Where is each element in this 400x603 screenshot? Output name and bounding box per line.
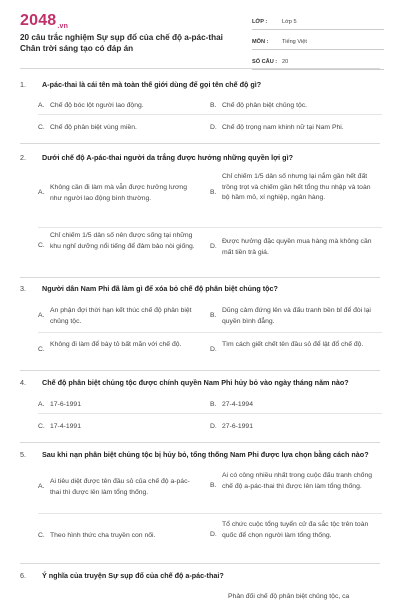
question-title	[20, 571, 382, 580]
question-number: 4.	[20, 378, 26, 387]
option-d[interactable]	[210, 123, 380, 134]
option-c[interactable]	[38, 123, 198, 134]
option-letter: D.	[210, 346, 217, 353]
question-title	[20, 378, 382, 387]
meta-row-subject	[252, 34, 384, 50]
question-title	[20, 450, 382, 459]
option-letter: C.	[38, 242, 45, 249]
meta-label: SỐ CÂU :	[252, 58, 278, 65]
site-logo[interactable]	[20, 12, 68, 30]
option-text: 27-6-1991	[222, 423, 253, 430]
question-4	[20, 378, 382, 440]
option-d[interactable]	[210, 422, 370, 433]
option-text: Được hưởng đặc quyền mua hàng mà không cần mất tiền trả giá.	[222, 238, 372, 256]
option-c[interactable]	[38, 231, 208, 252]
logo-text: 2048	[20, 12, 57, 29]
header-divider	[20, 68, 380, 69]
question-text: Sau khi nạn phân biệt chủng tộc bị hủy bỏ, tổng thống Nam Phi được lựa chọn bằng cách nào?	[42, 450, 369, 459]
option-d[interactable]	[210, 520, 382, 541]
question-text: Chế độ phân biệt chủng tộc được chính quyền Nam Phi hủy bỏ vào ngày tháng năm nào?	[42, 378, 349, 387]
option-text: Dũng cảm đứng lên và đấu tranh bền bỉ để đòi lại quyền bình đẳng.	[222, 307, 371, 325]
page-header	[0, 0, 400, 68]
option-letter: B.	[210, 401, 217, 408]
question-6	[20, 571, 382, 600]
option-divider	[38, 413, 382, 414]
option-a[interactable]	[38, 400, 198, 411]
option-b[interactable]	[210, 306, 382, 327]
option-letter: D.	[210, 243, 217, 250]
option-letter: B.	[210, 312, 217, 319]
option-letter: A.	[38, 312, 45, 319]
question-number: 5.	[20, 450, 26, 459]
question-divider	[20, 277, 380, 278]
option-text: Không cần đi làm mà vẫn được hưởng lương như người lao động bình thường.	[50, 184, 187, 202]
meta-value: Lớp 5	[282, 18, 297, 25]
option-text: Theo hình thức cha truyền con nối.	[50, 532, 156, 539]
option-text: Tìm cách giết chết tên đầu sỏ để lật đổ chế độ.	[222, 341, 364, 348]
option-text: Chế độ trọng nam khinh nữ tại Nam Phi.	[222, 124, 344, 131]
question-1	[20, 80, 382, 140]
logo-suffix: .vn	[57, 23, 69, 30]
question-number: 3.	[20, 284, 26, 293]
question-divider	[20, 143, 380, 144]
option-letter: C.	[38, 532, 45, 539]
question-text: Người dân Nam Phi đã làm gì để xóa bỏ chế độ phân biệt chủng tộc?	[42, 284, 278, 293]
option-text: Ai tiêu diệt được tên đầu sỏ của chế độ a-pác-thai thì được lên làm tổng thống.	[50, 478, 190, 496]
option-letter: B.	[210, 102, 217, 109]
option-letter: A.	[38, 189, 45, 196]
option-b[interactable]	[210, 400, 370, 411]
option-letter: B.	[210, 189, 217, 196]
option-c[interactable]	[38, 422, 198, 433]
option-letter: C.	[38, 124, 45, 131]
question-title	[20, 284, 382, 293]
option-b[interactable]	[210, 172, 382, 204]
option-text: Phản đối chế độ phân biệt chủng tộc, ca	[228, 593, 350, 600]
option-letter: D.	[210, 423, 217, 430]
meta-row-class	[252, 14, 384, 30]
option-text: 17-4-1991	[50, 423, 81, 430]
meta-info	[252, 14, 384, 74]
option-text: Chế độ phân biệt vùng miền.	[50, 124, 137, 131]
option-text: Chỉ chiếm 1/5 dân số nên được sống tại những khu nghỉ dưỡng nổi tiếng để đảm bảo nòi giống.	[50, 232, 195, 250]
question-5	[20, 450, 382, 560]
option-letter: A.	[38, 401, 45, 408]
question-divider	[20, 370, 380, 371]
question-2	[20, 153, 382, 278]
question-number: 6.	[20, 571, 26, 580]
question-title	[20, 153, 382, 162]
option-a[interactable]	[38, 101, 198, 112]
option-a[interactable]	[38, 477, 208, 498]
option-divider	[38, 114, 382, 115]
meta-label: LỚP :	[252, 18, 268, 25]
option-letter: A.	[38, 102, 45, 109]
option-divider	[38, 227, 382, 228]
option-text: 27-4-1994	[222, 401, 253, 408]
option-text: Tổ chức cuộc tổng tuyển cử đa sắc tộc trên toàn quốc để chọn người làm tổng thống.	[222, 521, 369, 539]
option-a[interactable]	[38, 306, 208, 327]
question-text: Dưới chế độ A-pác-thai người da trắng được hưởng những quyền lợi gì?	[42, 153, 293, 162]
option-letter: D.	[210, 531, 217, 538]
option-b[interactable]	[210, 101, 380, 112]
option-c[interactable]	[38, 531, 208, 542]
option-letter: A.	[38, 483, 45, 490]
document-title: 20 câu trắc nghiệm Sự sụp đổ của chế độ a-pác-thai Chân trời sáng tạo có đáp án	[20, 33, 223, 53]
option-letter: C.	[38, 423, 45, 430]
option-text: Chế độ bóc lột người lao động.	[50, 102, 144, 109]
option-a[interactable]	[38, 183, 208, 204]
question-text: Ý nghĩa của truyện Sự sụp đổ của chế độ a-pác-thai?	[42, 571, 224, 580]
option-divider	[38, 332, 382, 333]
option-text: Không đi làm để bày tỏ bất mãn với chế độ.	[50, 341, 182, 348]
option-text: 17-6-1991	[50, 401, 81, 408]
option-letter: D.	[210, 124, 217, 131]
option-text: Chế độ phân biệt chủng tộc.	[222, 102, 308, 109]
option-c[interactable]	[38, 340, 208, 356]
question-number: 1.	[20, 80, 26, 89]
meta-value: 20	[282, 58, 289, 65]
question-3	[20, 284, 382, 366]
question-title	[20, 80, 382, 89]
option-letter: B.	[210, 482, 217, 489]
option-text: Ai có công nhiều nhất trong cuộc đấu tranh chống chế độ a-pác-thai thì được lên làm tổng thống.	[222, 472, 373, 490]
question-number: 2.	[20, 153, 26, 162]
option-b[interactable]	[210, 471, 382, 492]
meta-value: Tiếng Việt	[282, 38, 307, 45]
question-divider	[20, 442, 380, 443]
option-divider	[38, 513, 382, 514]
option-d[interactable]	[210, 237, 382, 258]
option-text: An phận đợi thời hạn kết thúc chế độ phân biệt chủng tộc.	[50, 307, 192, 325]
option-letter: C.	[38, 346, 45, 353]
question-text: A-pác-thai là cái tên mà toàn thế giới dùng để gọi tên chế độ gì?	[42, 80, 262, 89]
question-divider	[20, 563, 380, 564]
meta-label: MÔN :	[252, 38, 269, 45]
option-text: Chỉ chiếm 1/5 dân số nhưng lại nắm gần hết đất trồng trọt và chiếm gần hết tổng thu nhập và toàn bộ hầm mỏ, xí nghiệp, ngân hàng.	[222, 173, 371, 202]
option-partial[interactable]	[228, 592, 382, 603]
option-d[interactable]	[210, 340, 382, 356]
